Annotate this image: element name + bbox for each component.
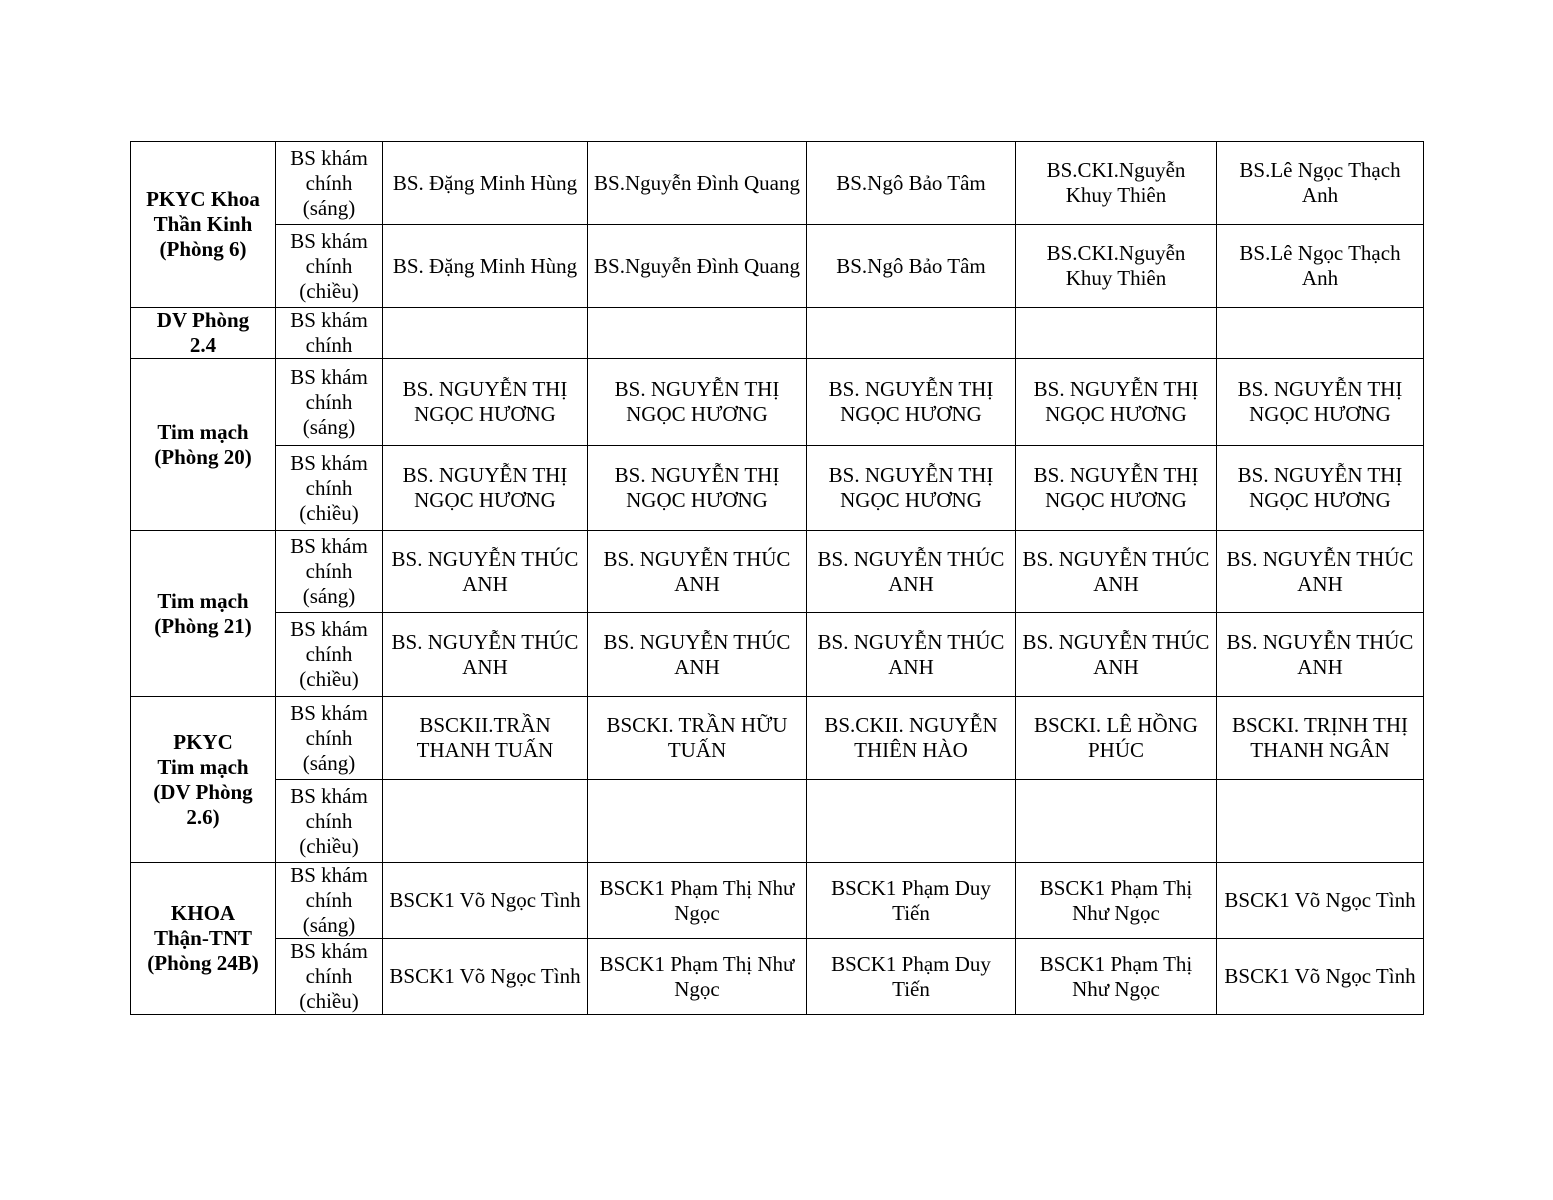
shift-label-cell bbox=[276, 359, 383, 446]
doctor-cell: BS. NGUYỄN THÚC ANH bbox=[1217, 613, 1424, 697]
shift-label-line: BS khám bbox=[290, 700, 368, 725]
doctor-cell: BS.Lê Ngọc Thạch Anh bbox=[1217, 142, 1424, 225]
department-line: (Phòng 21) bbox=[154, 613, 252, 638]
department-cell bbox=[131, 308, 276, 359]
doctor-cell: BS. NGUYỄN THỊ NGỌC HƯƠNG bbox=[383, 359, 588, 446]
table-row bbox=[131, 613, 1424, 697]
shift-label-line: chính bbox=[305, 389, 353, 414]
doctor-cell: BS. Đặng Minh Hùng bbox=[383, 225, 588, 308]
shift-label-line: BS khám bbox=[290, 450, 368, 475]
shift-label-line: (sáng) bbox=[302, 414, 356, 439]
doctor-cell: BS. NGUYỄN THÚC ANH bbox=[1217, 531, 1424, 613]
doctor-cell bbox=[1217, 780, 1424, 863]
shift-label-cell bbox=[276, 780, 383, 863]
table-row bbox=[131, 359, 1424, 446]
shift-label-cell bbox=[276, 142, 383, 225]
table-row bbox=[131, 225, 1424, 308]
table-row bbox=[131, 939, 1424, 1015]
doctor-cell: BSCKI. TRẦN HỮU TUẤN bbox=[588, 697, 807, 780]
doctor-cell: BS. NGUYỄN THỊ NGỌC HƯƠNG bbox=[1217, 446, 1424, 531]
shift-label-line: chính bbox=[305, 559, 353, 583]
doctor-cell: BSCK1 Phạm Thị Như Ngọc bbox=[1016, 863, 1217, 939]
doctor-cell: BS. NGUYỄN THỊ NGỌC HƯƠNG bbox=[383, 446, 588, 531]
shift-label-line: chính bbox=[305, 725, 353, 750]
shift-label-cell bbox=[276, 308, 383, 359]
department-line: PKYC bbox=[173, 729, 233, 754]
shift-label-line: BS khám bbox=[290, 364, 368, 389]
department-line: KHOA bbox=[170, 901, 236, 925]
department-line: DV Phòng bbox=[156, 308, 250, 332]
department-line: 2.4 bbox=[189, 333, 217, 357]
table-row bbox=[131, 780, 1424, 863]
doctor-cell: BS. NGUYỄN THÚC ANH bbox=[588, 613, 807, 697]
department-line: PKYC Khoa bbox=[146, 187, 260, 211]
doctor-schedule-table bbox=[130, 141, 1424, 1015]
doctor-cell: BSCKII.TRẦN THANH TUẤN bbox=[383, 697, 588, 780]
department-line: (DV Phòng bbox=[153, 779, 253, 804]
department-line: Tim mạch bbox=[157, 754, 249, 779]
shift-label-line: chính bbox=[305, 808, 353, 833]
doctor-cell: BS. NGUYỄN THỊ NGỌC HƯƠNG bbox=[1016, 359, 1217, 446]
table-row bbox=[131, 142, 1424, 225]
department-line: (Phòng 24B) bbox=[147, 951, 259, 975]
table-row bbox=[131, 863, 1424, 939]
doctor-cell: BSCK1 Võ Ngọc Tình bbox=[383, 863, 588, 939]
department-line: (Phòng 6) bbox=[159, 237, 247, 261]
table-row bbox=[131, 308, 1424, 359]
doctor-cell: BS.CKI.Nguyễn Khuy Thiên bbox=[1016, 225, 1217, 308]
table-row bbox=[131, 531, 1424, 613]
doctor-cell: BS. NGUYỄN THÚC ANH bbox=[1016, 531, 1217, 613]
shift-label-line: BS khám bbox=[290, 617, 368, 641]
shift-label-line: chính bbox=[305, 642, 353, 666]
doctor-cell: BS. NGUYỄN THÚC ANH bbox=[383, 531, 588, 613]
doctor-cell: BS. NGUYỄN THÚC ANH bbox=[588, 531, 807, 613]
shift-label-line: (chiều) bbox=[299, 989, 359, 1013]
doctor-cell: BS. NGUYỄN THỊ NGỌC HƯƠNG bbox=[807, 359, 1016, 446]
department-cell bbox=[131, 359, 276, 531]
doctor-cell bbox=[807, 308, 1016, 359]
doctor-cell: BSCK1 Phạm Duy Tiến bbox=[807, 863, 1016, 939]
department-cell bbox=[131, 142, 276, 308]
doctor-cell bbox=[588, 780, 807, 863]
doctor-cell bbox=[1016, 780, 1217, 863]
shift-label-line: BS khám bbox=[290, 534, 368, 558]
shift-label-line: (sáng) bbox=[302, 584, 356, 608]
doctor-cell: BSCK1 Võ Ngọc Tình bbox=[1217, 863, 1424, 939]
doctor-cell: BS. NGUYỄN THỊ NGỌC HƯƠNG bbox=[807, 446, 1016, 531]
table-row bbox=[131, 446, 1424, 531]
shift-label-line: chính bbox=[305, 333, 353, 357]
department-line: (Phòng 20) bbox=[154, 444, 252, 469]
shift-label-line: (chiều) bbox=[299, 500, 359, 525]
doctor-cell: BSCK1 Phạm Thị Như Ngọc bbox=[588, 939, 807, 1015]
table-row bbox=[131, 697, 1424, 780]
doctor-cell: BS.Nguyễn Đình Quang bbox=[588, 142, 807, 225]
doctor-cell: BS. NGUYỄN THÚC ANH bbox=[807, 613, 1016, 697]
shift-label-line: BS khám bbox=[290, 308, 368, 332]
doctor-cell: BS. NGUYỄN THÚC ANH bbox=[1016, 613, 1217, 697]
shift-label-line: BS khám bbox=[290, 939, 368, 963]
shift-label-cell bbox=[276, 446, 383, 531]
doctor-cell: BS. NGUYỄN THỊ NGỌC HƯƠNG bbox=[588, 359, 807, 446]
doctor-cell: BS. NGUYỄN THỊ NGỌC HƯƠNG bbox=[1016, 446, 1217, 531]
shift-label-line: (chiều) bbox=[299, 667, 359, 691]
shift-label-cell bbox=[276, 225, 383, 308]
shift-label-cell bbox=[276, 531, 383, 613]
shift-label-cell bbox=[276, 863, 383, 939]
shift-label-line: chính bbox=[305, 253, 353, 278]
doctor-cell: BS.Lê Ngọc Thạch Anh bbox=[1217, 225, 1424, 308]
department-cell bbox=[131, 863, 276, 1015]
doctor-cell bbox=[588, 308, 807, 359]
shift-label-line: chính bbox=[305, 888, 353, 912]
shift-label-cell bbox=[276, 939, 383, 1015]
shift-label-line: (chiều) bbox=[299, 833, 359, 858]
doctor-cell: BS. NGUYỄN THÚC ANH bbox=[383, 613, 588, 697]
doctor-cell: BSCK1 Phạm Thị Như Ngọc bbox=[588, 863, 807, 939]
doctor-cell: BS.Nguyễn Đình Quang bbox=[588, 225, 807, 308]
department-line: Tim mạch bbox=[157, 588, 249, 613]
shift-label-cell bbox=[276, 613, 383, 697]
shift-label-line: BS khám bbox=[290, 863, 368, 887]
doctor-cell bbox=[383, 308, 588, 359]
shift-label-line: chính bbox=[305, 964, 353, 988]
shift-label-line: BS khám bbox=[290, 145, 368, 170]
department-line: Thần Kinh bbox=[153, 212, 253, 236]
department-line: Thận-TNT bbox=[153, 926, 253, 950]
doctor-cell bbox=[383, 780, 588, 863]
doctor-cell: BSCKI. TRỊNH THỊ THANH NGÂN bbox=[1217, 697, 1424, 780]
shift-label-cell bbox=[276, 697, 383, 780]
shift-label-line: (sáng) bbox=[302, 750, 356, 775]
doctor-cell: BS.CKII. NGUYỄN THIÊN HÀO bbox=[807, 697, 1016, 780]
doctor-cell bbox=[1217, 308, 1424, 359]
shift-label-line: (chiều) bbox=[299, 278, 359, 303]
department-line: Tim mạch bbox=[157, 419, 249, 444]
department-cell bbox=[131, 531, 276, 697]
doctor-cell: BSCK1 Phạm Thị Như Ngọc bbox=[1016, 939, 1217, 1015]
shift-label-line: BS khám bbox=[290, 228, 368, 253]
department-line: 2.6) bbox=[186, 804, 220, 829]
doctor-cell bbox=[1016, 308, 1217, 359]
shift-label-line: chính bbox=[305, 170, 353, 195]
doctor-cell: BS. Đặng Minh Hùng bbox=[383, 142, 588, 225]
doctor-cell: BS. NGUYỄN THÚC ANH bbox=[807, 531, 1016, 613]
doctor-cell: BS. NGUYỄN THỊ NGỌC HƯƠNG bbox=[1217, 359, 1424, 446]
doctor-cell: BS. NGUYỄN THỊ NGỌC HƯƠNG bbox=[588, 446, 807, 531]
doctor-cell: BS.Ngô Bảo Tâm bbox=[807, 142, 1016, 225]
shift-label-line: BS khám bbox=[290, 783, 368, 808]
department-cell bbox=[131, 697, 276, 863]
doctor-cell: BSCKI. LÊ HỒNG PHÚC bbox=[1016, 697, 1217, 780]
shift-label-line: chính bbox=[305, 475, 353, 500]
shift-label-line: (sáng) bbox=[302, 913, 356, 937]
doctor-cell: BSCK1 Phạm Duy Tiến bbox=[807, 939, 1016, 1015]
doctor-cell bbox=[807, 780, 1016, 863]
doctor-cell: BS.Ngô Bảo Tâm bbox=[807, 225, 1016, 308]
doctor-cell: BSCK1 Võ Ngọc Tình bbox=[383, 939, 588, 1015]
shift-label-line: (sáng) bbox=[302, 195, 356, 220]
doctor-cell: BSCK1 Võ Ngọc Tình bbox=[1217, 939, 1424, 1015]
doctor-cell: BS.CKI.Nguyễn Khuy Thiên bbox=[1016, 142, 1217, 225]
